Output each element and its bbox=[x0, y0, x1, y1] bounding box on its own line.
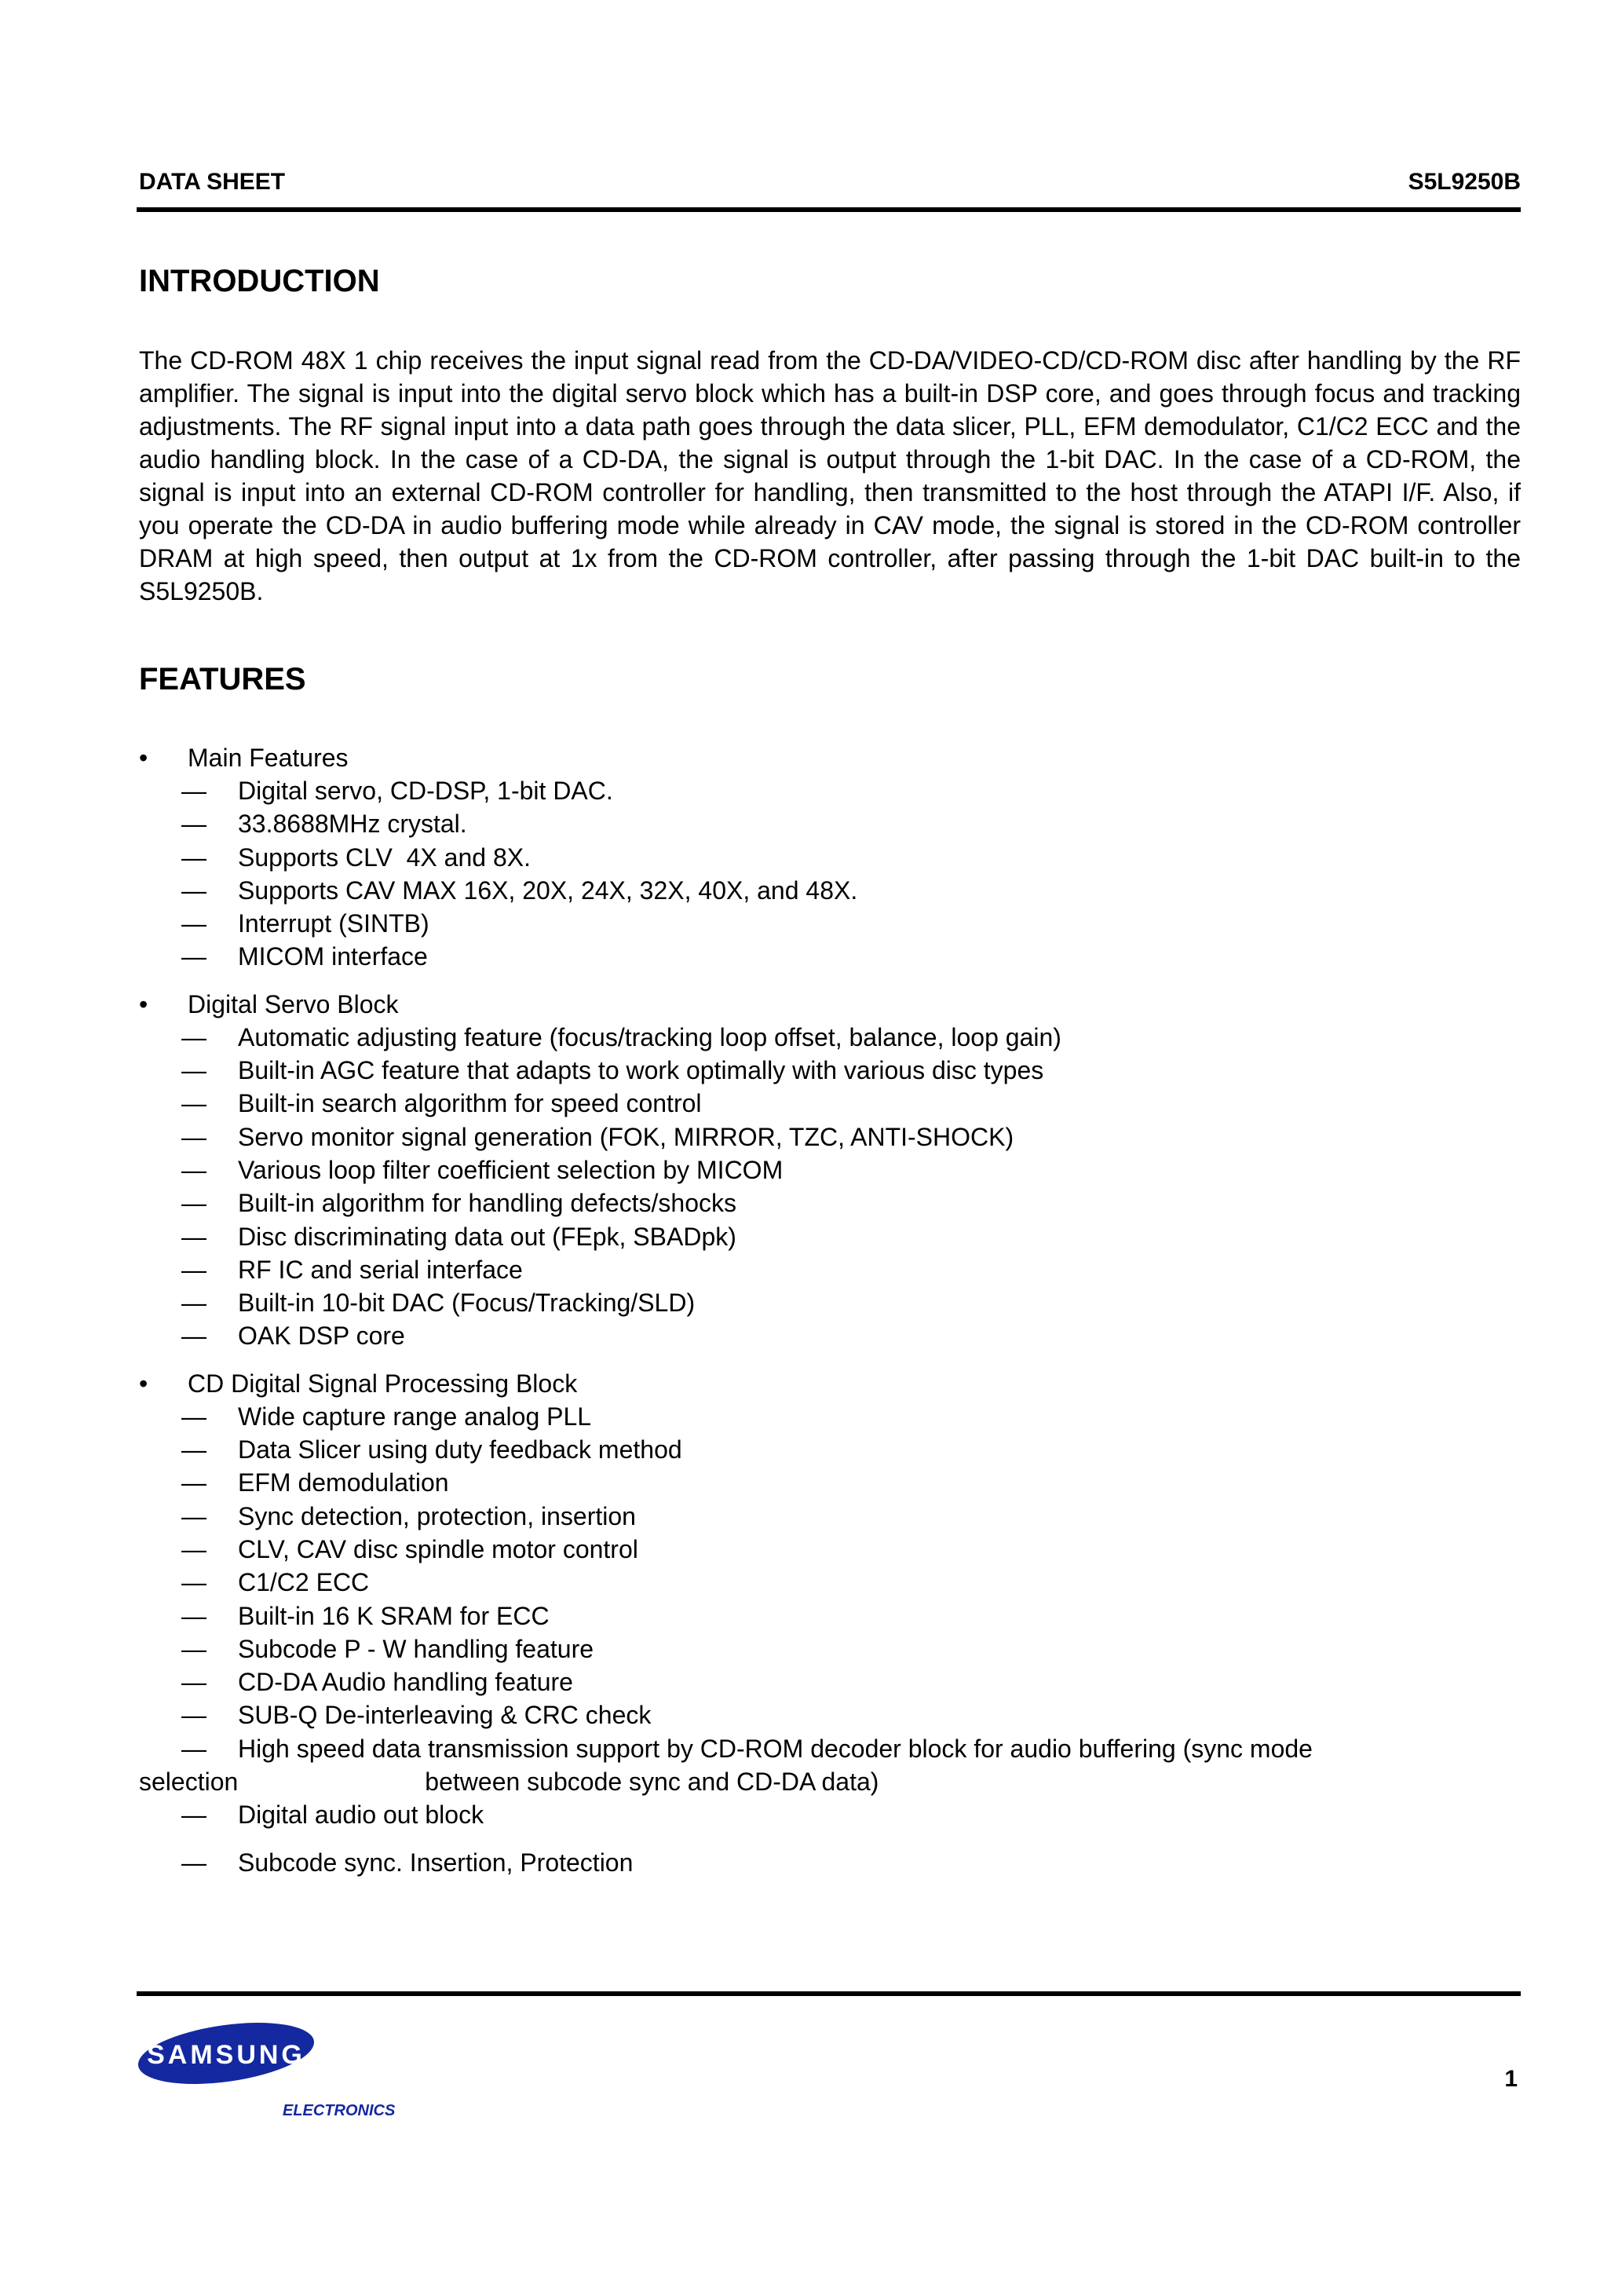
feature-item-wrapped bbox=[139, 1732, 1521, 1799]
feature-item-wrapped-line2: selection between subcode sync and CD-DA data) bbox=[139, 1768, 879, 1797]
samsung-logo-text: SAMSUNG bbox=[147, 2040, 305, 2070]
features-list bbox=[139, 741, 1521, 1893]
feature-group-title bbox=[139, 988, 1521, 1021]
feature-item: — Subcode sync. Insertion, Protection bbox=[139, 1846, 1521, 1879]
feature-item: — Built-in algorithm for handling defects/shocks bbox=[139, 1186, 1521, 1219]
feature-group-title bbox=[139, 1367, 1521, 1400]
feature-item: — MICOM interface bbox=[139, 940, 1521, 973]
dash-icon: — bbox=[181, 1501, 206, 1530]
dash-icon: — bbox=[181, 1255, 206, 1284]
feature-group-servo bbox=[139, 988, 1521, 1353]
feature-item-wrapped-line1: — High speed data transmission support by CD-ROM decoder block for audio buffering (sync mode bbox=[139, 1732, 1521, 1765]
feature-item: — Automatic adjusting feature (focus/tracking loop offset, balance, loop gain) bbox=[139, 1021, 1521, 1054]
footer-divider bbox=[137, 1991, 1521, 1996]
dash-icon: — bbox=[181, 1734, 206, 1763]
feature-item: — 33.8688MHz crystal. bbox=[139, 807, 1521, 840]
feature-item: — Subcode P - W handling feature bbox=[139, 1632, 1521, 1665]
feature-group-title-text: CD Digital Signal Processing Block bbox=[188, 1369, 578, 1398]
dash-icon: — bbox=[181, 1089, 206, 1118]
feature-item: — OAK DSP core bbox=[139, 1319, 1521, 1352]
feature-group-title-text: Digital Servo Block bbox=[188, 989, 399, 1018]
dash-icon: — bbox=[181, 1155, 206, 1184]
dash-icon: — bbox=[181, 1568, 206, 1597]
dash-icon: — bbox=[181, 1056, 206, 1085]
feature-item: — SUB-Q De-interleaving & CRC check bbox=[139, 1698, 1521, 1731]
feature-item: — Various loop filter coefficient selection by MICOM bbox=[139, 1153, 1521, 1186]
dash-icon: — bbox=[181, 1668, 206, 1697]
feature-item: — CLV, CAV disc spindle motor control bbox=[139, 1533, 1521, 1566]
feature-item: — Built-in search algorithm for speed control bbox=[139, 1087, 1521, 1120]
dash-icon: — bbox=[181, 1189, 206, 1218]
feature-item: — Built-in 10-bit DAC (Focus/Tracking/SLD) bbox=[139, 1286, 1521, 1319]
dash-icon: — bbox=[181, 909, 206, 938]
features-heading: FEATURES bbox=[139, 662, 306, 696]
feature-item: — Wide capture range analog PLL bbox=[139, 1400, 1521, 1433]
dash-icon: — bbox=[181, 1022, 206, 1051]
bullet-icon: • bbox=[139, 744, 148, 772]
feature-item: — Data Slicer using duty feedback method bbox=[139, 1433, 1521, 1466]
dash-icon: — bbox=[181, 1701, 206, 1730]
feature-group-title bbox=[139, 741, 1521, 774]
feature-item: — Disc discriminating data out (FEpk, SBADpk) bbox=[139, 1220, 1521, 1253]
dash-icon: — bbox=[181, 1801, 206, 1830]
dash-icon: — bbox=[181, 1534, 206, 1563]
feature-group-main bbox=[139, 741, 1521, 974]
dash-icon: — bbox=[181, 777, 206, 805]
feature-item: — Supports CAV MAX 16X, 20X, 24X, 32X, 40X, and 48X. bbox=[139, 874, 1521, 907]
feature-item: — Built-in 16 K SRAM for ECC bbox=[139, 1600, 1521, 1632]
dash-icon: — bbox=[181, 1634, 206, 1663]
dash-icon: — bbox=[181, 1122, 206, 1151]
dash-icon: — bbox=[181, 1435, 206, 1464]
feature-item: — CD-DA Audio handling feature bbox=[139, 1665, 1521, 1698]
dash-icon: — bbox=[181, 942, 206, 971]
feature-item: — Sync detection, protection, insertion bbox=[139, 1500, 1521, 1533]
electronics-logo-text: ELECTRONICS bbox=[283, 2102, 396, 2119]
feature-item: — C1/C2 ECC bbox=[139, 1566, 1521, 1599]
feature-item: — EFM demodulation bbox=[139, 1466, 1521, 1499]
feature-item: — Digital audio out block bbox=[139, 1798, 1521, 1831]
bullet-icon: • bbox=[139, 989, 148, 1018]
header-part-number: S5L9250B bbox=[1408, 169, 1521, 195]
dash-icon: — bbox=[181, 1222, 206, 1251]
introduction-heading: INTRODUCTION bbox=[139, 264, 380, 298]
feature-item: — Digital servo, CD-DSP, 1-bit DAC. bbox=[139, 774, 1521, 807]
feature-item: — Supports CLV 4X and 8X. bbox=[139, 841, 1521, 874]
feature-item: — RF IC and serial interface bbox=[139, 1253, 1521, 1286]
feature-item: — Built-in AGC feature that adapts to work optimally with various disc types bbox=[139, 1054, 1521, 1087]
header-divider bbox=[137, 207, 1521, 212]
feature-group-title-text: Main Features bbox=[188, 744, 349, 772]
feature-group-dsp bbox=[139, 1367, 1521, 1879]
dash-icon: — bbox=[181, 1468, 206, 1497]
header-doc-type: DATA SHEET bbox=[139, 169, 286, 195]
dash-icon: — bbox=[181, 1322, 206, 1351]
dash-icon: — bbox=[181, 810, 206, 839]
dash-icon: — bbox=[181, 843, 206, 872]
dash-icon: — bbox=[181, 876, 206, 905]
feature-item: — Servo monitor signal generation (FOK, MIRROR, TZC, ANTI-SHOCK) bbox=[139, 1121, 1521, 1153]
samsung-electronics-logo bbox=[137, 2010, 404, 2128]
dash-icon: — bbox=[181, 1601, 206, 1630]
dash-icon: — bbox=[181, 1289, 206, 1318]
bullet-icon: • bbox=[139, 1369, 148, 1398]
page-number: 1 bbox=[1504, 2066, 1518, 2092]
dash-icon: — bbox=[181, 1848, 206, 1877]
dash-icon: — bbox=[181, 1402, 206, 1431]
introduction-body: The CD-ROM 48X 1 chip receives the input signal read from the CD-DA/VIDEO-CD/CD-ROM disc after handling by the RF amplifier. The signal is input into the digital servo block which has a built-in DSP core, and goes through focus and tracking adjustments. The RF signal input into a data path goes through the data slicer, PLL, EFM demodulator, C1/C2 ECC and the audio handling block. In the case of a CD-DA, the signal is output through the 1-bit DAC. In the case of a CD-ROM, the signal is input into an external CD-ROM controller for handling, then transmitted to the host through the ATAPI I/F. Also, if you operate the CD-DA in audio buffering mode while already in CAV mode, the signal is stored in the CD-ROM controller DRAM at high speed, then output at 1x from the CD-ROM controller, after passing through the 1-bit DAC built-in to the S5L9250B. bbox=[139, 346, 1521, 605]
feature-item: — Interrupt (SINTB) bbox=[139, 907, 1521, 940]
